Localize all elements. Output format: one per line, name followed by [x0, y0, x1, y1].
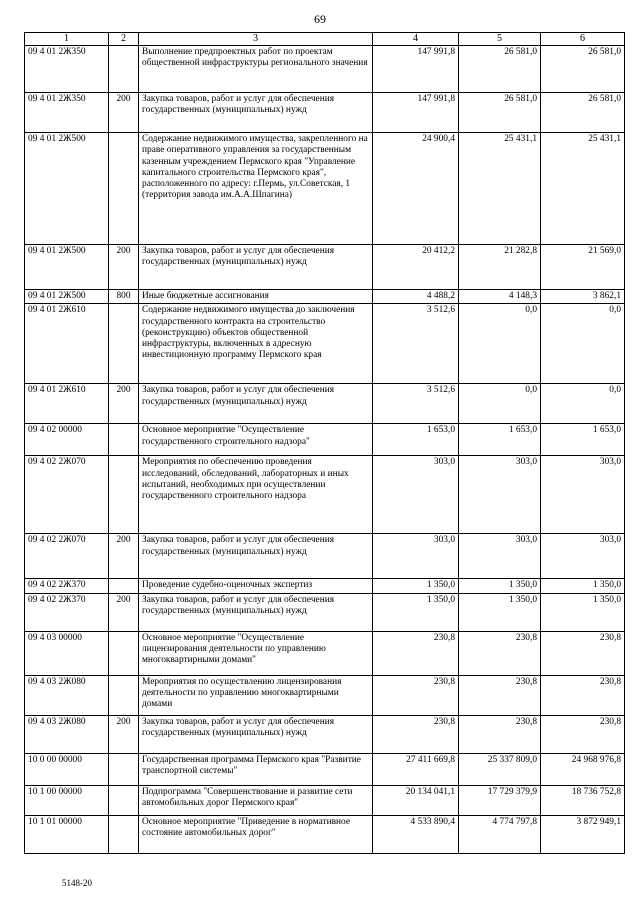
cell-description: Проведение судебно-оценочных экспертиз — [139, 579, 373, 593]
cell-code: 09 4 01 2Ж350 — [25, 46, 109, 93]
cell-value-col5: 26 581,0 — [459, 93, 541, 133]
cell-kvr: 200 — [109, 245, 139, 290]
cell-code: 09 4 02 2Ж070 — [25, 534, 109, 579]
cell-value-col5: 1 653,0 — [459, 424, 541, 456]
cell-kvr: 200 — [109, 384, 139, 424]
cell-value-col4: 24 900,4 — [373, 133, 459, 245]
cell-description: Подпрограмма "Совершенствование и развитие сети автомобильных дорог Пермского края" — [139, 785, 373, 815]
cell-description: Закупка товаров, работ и услуг для обеспечения государственных (муниципальных) нужд — [139, 593, 373, 631]
cell-value-col4: 230,8 — [373, 675, 459, 715]
cell-kvr: 200 — [109, 93, 139, 133]
cell-code: 10 1 01 00000 — [25, 815, 109, 853]
cell-description: Основное мероприятие "Осуществление государственного строительного надзора" — [139, 424, 373, 456]
cell-code: 09 4 02 2Ж370 — [25, 579, 109, 593]
cell-kvr — [109, 675, 139, 715]
table-row — [25, 424, 625, 456]
cell-description: Закупка товаров, работ и услуг для обеспечения государственных (муниципальных) нужд — [139, 715, 373, 753]
cell-value-col5: 17 729 379,9 — [459, 785, 541, 815]
cell-description: Основное мероприятие "Осуществление лицензирования деятельности по управлению многоквартирными домами" — [139, 631, 373, 675]
cell-description: Содержание недвижимого имущества, закрепленного на праве оперативного управления за государственным казенным учреждением Пермского края "Управление капитального строительства Пермского края", расположенного по адресу: г.Пермь, ул.Советская, 1 (территория завода им.А.А.Шпагина) — [139, 133, 373, 245]
cell-kvr — [109, 631, 139, 675]
cell-value-col6: 1 350,0 — [541, 579, 625, 593]
cell-code: 09 4 01 2Ж350 — [25, 93, 109, 133]
cell-value-col4: 147 991,8 — [373, 46, 459, 93]
table-row — [25, 593, 625, 631]
table-row — [25, 753, 625, 785]
cell-kvr — [109, 815, 139, 853]
cell-code: 09 4 01 2Ж500 — [25, 133, 109, 245]
cell-value-col5: 1 350,0 — [459, 579, 541, 593]
cell-kvr — [109, 456, 139, 534]
cell-value-col6: 26 581,0 — [541, 93, 625, 133]
table-row — [25, 245, 625, 290]
table-header-row — [25, 33, 625, 46]
cell-description: Выполнение предпроектных работ по проектам общественной инфраструктуры регионального значения — [139, 46, 373, 93]
cell-value-col4: 3 512,6 — [373, 304, 459, 384]
cell-value-col6: 25 431,1 — [541, 133, 625, 245]
cell-value-col6: 18 736 752,8 — [541, 785, 625, 815]
header-col-6: 6 — [541, 33, 625, 46]
cell-description: Закупка товаров, работ и услуг для обеспечения государственных (муниципальных) нужд — [139, 384, 373, 424]
cell-value-col5: 303,0 — [459, 534, 541, 579]
cell-value-col4: 1 350,0 — [373, 579, 459, 593]
table-row — [25, 534, 625, 579]
page-number: 69 — [314, 12, 326, 26]
cell-description: Иные бюджетные ассигнования — [139, 290, 373, 304]
cell-kvr — [109, 753, 139, 785]
header-col-2: 2 — [109, 33, 139, 46]
cell-kvr — [109, 133, 139, 245]
cell-value-col6: 0,0 — [541, 384, 625, 424]
cell-value-col4: 20 134 041,1 — [373, 785, 459, 815]
table-row — [25, 456, 625, 534]
cell-code: 09 4 01 2Ж610 — [25, 384, 109, 424]
cell-value-col4: 303,0 — [373, 456, 459, 534]
table-row — [25, 93, 625, 133]
cell-value-col6: 230,8 — [541, 715, 625, 753]
cell-description: Мероприятия по обеспечению проведения исследований, обследований, лабораторных и иных испытаний, необходимых при осуществлении государственного строительного надзора — [139, 456, 373, 534]
cell-code: 10 0 00 00000 — [25, 753, 109, 785]
cell-value-col5: 21 282,8 — [459, 245, 541, 290]
cell-value-col6: 21 569,0 — [541, 245, 625, 290]
cell-kvr: 200 — [109, 593, 139, 631]
table-row — [25, 579, 625, 593]
cell-value-col5: 4 148,3 — [459, 290, 541, 304]
cell-kvr — [109, 46, 139, 93]
cell-value-col5: 230,8 — [459, 675, 541, 715]
table-row — [25, 815, 625, 853]
cell-kvr: 800 — [109, 290, 139, 304]
cell-value-col4: 20 412,2 — [373, 245, 459, 290]
cell-description: Содержание недвижимого имущества до заключения государственного контракта на строительство (реконструкцию) объектов общественной инфраструктуры, включенных в адресную инвестиционную программу Пермского края — [139, 304, 373, 384]
cell-value-col5: 25 431,1 — [459, 133, 541, 245]
table-row — [25, 384, 625, 424]
table-row — [25, 290, 625, 304]
cell-value-col5: 4 774 797,8 — [459, 815, 541, 853]
cell-code: 09 4 01 2Ж500 — [25, 290, 109, 304]
cell-value-col6: 230,8 — [541, 675, 625, 715]
cell-code: 09 4 03 2Ж080 — [25, 715, 109, 753]
cell-value-col6: 3 872 949,1 — [541, 815, 625, 853]
cell-value-col4: 230,8 — [373, 631, 459, 675]
table-row — [25, 46, 625, 93]
cell-value-col4: 1 653,0 — [373, 424, 459, 456]
header-col-4: 4 — [373, 33, 459, 46]
cell-value-col5: 230,8 — [459, 631, 541, 675]
cell-value-col4: 230,8 — [373, 715, 459, 753]
cell-description: Основное мероприятие "Приведение в нормативное состояние автомобильных дорог" — [139, 815, 373, 853]
cell-value-col6: 26 581,0 — [541, 46, 625, 93]
header-col-5: 5 — [459, 33, 541, 46]
cell-value-col6: 1 653,0 — [541, 424, 625, 456]
cell-value-col4: 147 991,8 — [373, 93, 459, 133]
cell-value-col4: 4 533 890,4 — [373, 815, 459, 853]
cell-value-col6: 3 862,1 — [541, 290, 625, 304]
cell-kvr — [109, 304, 139, 384]
table-row — [25, 785, 625, 815]
cell-kvr: 200 — [109, 715, 139, 753]
cell-code: 09 4 02 00000 — [25, 424, 109, 456]
cell-code: 09 4 02 2Ж070 — [25, 456, 109, 534]
cell-code: 09 4 01 2Ж610 — [25, 304, 109, 384]
cell-kvr — [109, 785, 139, 815]
cell-value-col4: 303,0 — [373, 534, 459, 579]
cell-value-col4: 4 488,2 — [373, 290, 459, 304]
cell-kvr — [109, 579, 139, 593]
cell-code: 09 4 03 2Ж080 — [25, 675, 109, 715]
table-row — [25, 304, 625, 384]
cell-value-col5: 230,8 — [459, 715, 541, 753]
cell-value-col6: 24 968 976,8 — [541, 753, 625, 785]
cell-code: 09 4 02 2Ж370 — [25, 593, 109, 631]
cell-value-col6: 303,0 — [541, 456, 625, 534]
cell-value-col5: 0,0 — [459, 384, 541, 424]
cell-value-col4: 1 350,0 — [373, 593, 459, 631]
cell-kvr: 200 — [109, 534, 139, 579]
cell-description: Закупка товаров, работ и услуг для обеспечения государственных (муниципальных) нужд — [139, 245, 373, 290]
cell-code: 10 1 00 00000 — [25, 785, 109, 815]
table-row — [25, 631, 625, 675]
cell-value-col4: 3 512,6 — [373, 384, 459, 424]
cell-description: Мероприятия по осуществлению лицензирования деятельности по управлению многоквартирными домами — [139, 675, 373, 715]
footer-code: 5148-20 — [62, 878, 92, 888]
cell-value-col5: 26 581,0 — [459, 46, 541, 93]
cell-value-col5: 1 350,0 — [459, 593, 541, 631]
cell-code: 09 4 01 2Ж500 — [25, 245, 109, 290]
cell-description: Закупка товаров, работ и услуг для обеспечения государственных (муниципальных) нужд — [139, 93, 373, 133]
cell-value-col5: 0,0 — [459, 304, 541, 384]
table-row — [25, 133, 625, 245]
table-row — [25, 675, 625, 715]
header-col-1: 1 — [25, 33, 109, 46]
cell-value-col6: 303,0 — [541, 534, 625, 579]
cell-code: 09 4 03 00000 — [25, 631, 109, 675]
cell-description: Закупка товаров, работ и услуг для обеспечения государственных (муниципальных) нужд — [139, 534, 373, 579]
cell-value-col6: 0,0 — [541, 304, 625, 384]
cell-description: Государственная программа Пермского края "Развитие транспортной системы" — [139, 753, 373, 785]
header-col-3: 3 — [139, 33, 373, 46]
table-body — [25, 46, 625, 854]
cell-value-col5: 303,0 — [459, 456, 541, 534]
cell-value-col6: 230,8 — [541, 631, 625, 675]
cell-kvr — [109, 424, 139, 456]
cell-value-col6: 1 350,0 — [541, 593, 625, 631]
table-row — [25, 715, 625, 753]
cell-value-col5: 25 337 809,0 — [459, 753, 541, 785]
budget-table — [24, 32, 625, 854]
cell-value-col4: 27 411 669,8 — [373, 753, 459, 785]
